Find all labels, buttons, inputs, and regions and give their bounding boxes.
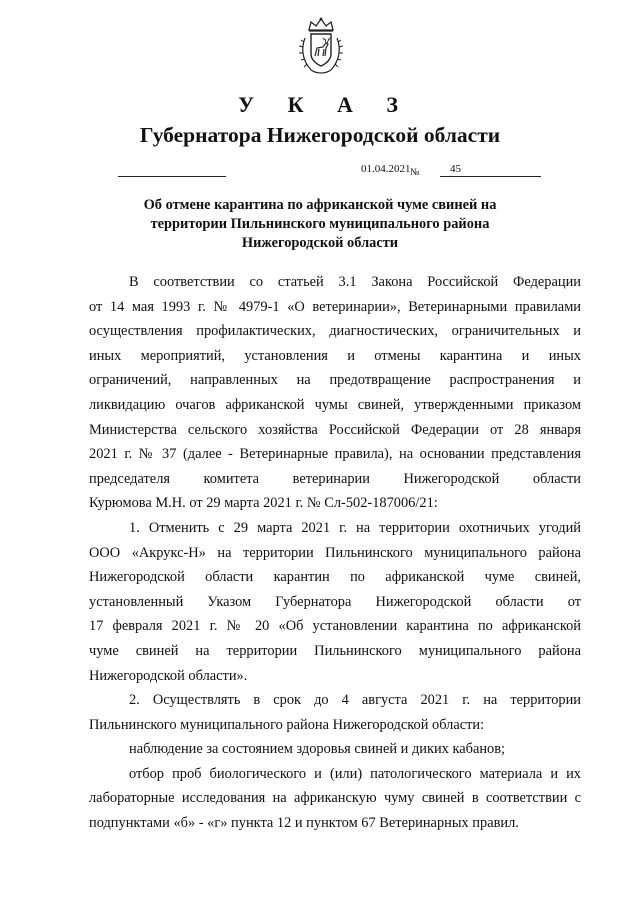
item-1-line: Нижегородской области карантин по африканской чуме свиней, [89,569,581,586]
title-line: территории Пильнинского муниципального района [150,216,490,232]
body-line: председателя комитета ветеринарии Нижегородской области [89,470,581,487]
decree-number: 45 [450,163,461,175]
number-sign: № [410,167,420,178]
body-line: Министерства сельского хозяйства Российской Федерации от 28 января [89,421,581,438]
body-line: Курюмова М.Н. от 29 марта 2021 г. № Сл-502-187006/21: [89,495,438,512]
body-line: иных мероприятий, установления и отмены карантина и иных [89,347,581,364]
item-1-line: установленный Указом Губернатора Нижегородской области от [89,593,581,610]
nizhny-novgorod-coat-of-arms-icon [299,16,343,76]
decree-title [120,196,520,253]
item-1-line: чуме свиней на территории Пильнинского муниципального района [89,642,581,659]
sub-item-line: наблюдение за состоянием здоровья свиней и диких кабанов; [129,741,506,758]
decree-date: 01.04.2021 [361,163,411,175]
document-type: У К А З [237,92,413,117]
sub-item-line: отбор проб биологического и (или) патологического материала и их [129,765,581,782]
item-1-line: ООО «Акрукс-Н» на территории Пильнинского муниципального района [89,544,581,561]
body-line: В соответствии со статьей 3.1 Закона Российской Федерации [129,274,581,290]
item-1-line: 17 февраля 2021 г. № 20 «Об установлении карантина по африканской [89,618,581,635]
item-2-line: Пильнинского муниципального района Нижегородской области: [89,716,485,733]
body-line: от 14 мая 1993 г. № 4979-1 «О ветеринарии», Ветеринарными правилами [89,298,581,315]
sub-item-line: подпунктами «б» - «г» пункта 12 и пунктом 67 Ветеринарных правил. [89,815,519,832]
number-underline [440,176,541,177]
item-1-line: 1. Отменить с 29 марта 2021 г. на территории охотничьих угодий [129,519,581,536]
title-line: Об отмене карантина по африканской чуме свиней на [143,197,497,213]
blank-line-left [118,176,226,177]
decree-body [89,270,581,836]
sub-item-line: лабораторные исследования на африканскую чуму свиней в соответствии с [89,790,581,807]
body-line: ограничений, направленных на предотвращение распространения и [89,372,581,389]
body-line: ликвидацию очагов африканской чумы свиней, утвержденными приказом [89,396,581,413]
item-2-line: 2. Осуществлять в срок до 4 августа 2021 г. на территории [129,692,581,709]
title-line: Нижегородской области [241,235,399,251]
issuer-title: Губернатора Нижегородской области [139,123,501,147]
body-line: 2021 г. № 37 (далее - Ветеринарные правила), на основании представления [89,446,581,463]
body-line: осуществления профилактических, диагностических, ограничительных и [89,323,581,340]
item-1-line: Нижегородской области». [89,667,248,684]
